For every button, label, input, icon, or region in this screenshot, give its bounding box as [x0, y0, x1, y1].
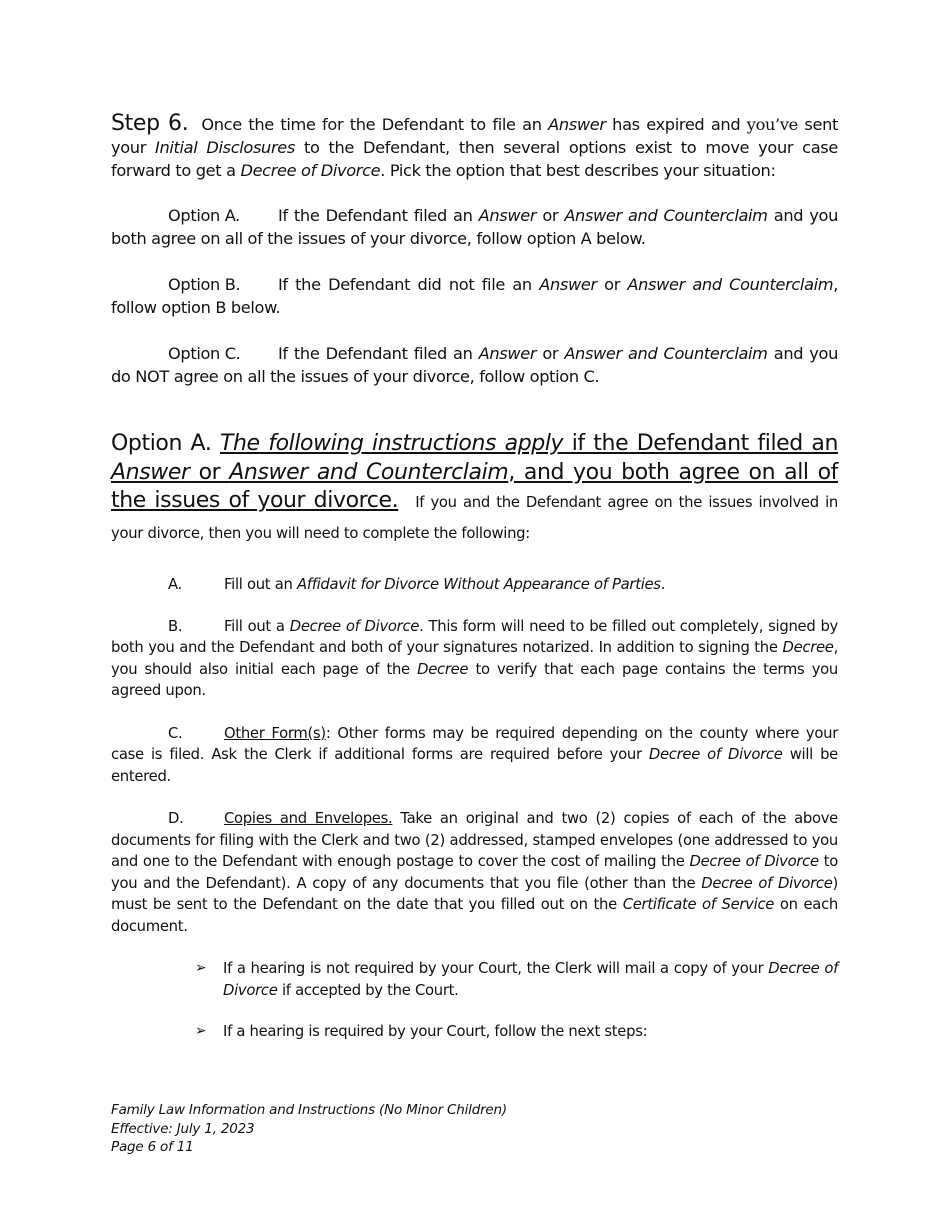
option-a-section-counterclaim: Answer and Counterclaim [229, 459, 509, 485]
page-footer [111, 1101, 507, 1157]
item-b [111, 616, 838, 702]
option-a-text: and you both agree on all of the issues of your divorce, follow option A below. [111, 206, 838, 248]
arrow-bullet-icon: ➢ [195, 1023, 207, 1039]
step6-text: Once the time for the Defendant to file an [201, 115, 549, 134]
bullet-item [111, 1021, 838, 1043]
item-d-text: Take an original and two (2) copies of each of the above documents for filing with the Clerk and two (2) addressed, stamped envelopes (one addressed to you and one to the Defendant with enough postage to cover the cost of mailing the [111, 810, 838, 870]
item-d-text: to you and the Defendant). A copy of any documents that you file (other than the [111, 853, 838, 892]
step6-initial-disclosures: Initial Disclosures [155, 138, 295, 157]
option-a-text: or [536, 206, 565, 225]
arrow-bullet-icon: ➢ [195, 960, 207, 976]
option-a-section-intro: If you and the Defendant agree on the issues involved in your divorce, then you will need to complete the following: [111, 494, 839, 542]
option-a-section-label: Option A. [111, 431, 212, 456]
item-b-decree: Decree [782, 639, 834, 656]
item-b-text: Fill out a [224, 617, 290, 635]
item-a-affidavit: Affidavit for Divorce Without Appearance of Parties [296, 576, 661, 593]
item-c [111, 723, 838, 788]
item-a-text: Fill out an [224, 576, 297, 593]
option-b-text: or [596, 275, 628, 294]
item-b-letter: B. [168, 617, 183, 635]
item-d-heading: Copies and Envelopes. [224, 810, 393, 827]
option-b-counterclaim: Answer and Counterclaim [627, 275, 834, 294]
bullet-two-text: If a hearing is required by your Court, follow the next steps: [223, 1023, 648, 1040]
option-c-text: and you do NOT agree on all the issues of your divorce, follow option C. [111, 344, 838, 386]
footer-effective-date: Effective: July 1, 2023 [111, 1120, 255, 1137]
item-b-text: to verify that each page contains the terms you agreed upon. [111, 660, 838, 699]
option-c-text: If the Defendant filed an [278, 344, 479, 363]
option-a-section-answer: Answer [111, 459, 190, 485]
step6-label: Step 6. [111, 111, 189, 136]
item-b-decree: Decree of Divorce [289, 617, 420, 635]
item-d-decree: Decree of Divorce [701, 874, 833, 892]
option-c-text: or [536, 344, 565, 363]
item-c-letter: C. [168, 724, 183, 742]
step6-text: to the Defendant, then several options exist to move your case forward to get a [111, 138, 838, 180]
bullet-one-text: if accepted by the Court. [277, 981, 459, 999]
item-b-decree: Decree [417, 660, 469, 678]
option-b-answer: Answer [539, 275, 597, 294]
step6-text: . Pick the option that best describes your situation: [380, 161, 776, 180]
document-page [111, 112, 838, 1043]
item-c-heading: Other Form(s) [224, 724, 326, 742]
step6-decree: Decree of Divorce [240, 161, 381, 180]
item-d-letter: D. [168, 810, 184, 827]
step6-text: has expired and [605, 115, 747, 134]
item-d-certificate: Certificate of Service [622, 896, 775, 913]
step6-text: you’ve [746, 115, 798, 134]
option-a-section-text: or [189, 459, 230, 485]
item-a-letter: A. [168, 576, 182, 593]
option-a-section-text: , and you both agree on all of the issues of your divorce. [111, 459, 838, 513]
option-b-label: Option B. [168, 275, 241, 294]
option-a-section-italic: The following instructions apply [219, 431, 564, 456]
option-c-answer: Answer [478, 344, 537, 363]
footer-title: Family Law Information and Instructions (No Minor Children) [111, 1102, 507, 1118]
bullet-one-text: If a hearing is not required by your Court, the Clerk will mail a copy of your [223, 960, 769, 977]
option-a-answer: Answer [478, 206, 537, 225]
bullet-item [111, 958, 838, 1001]
item-c-text: : Other forms may be required depending on the county where your case is filed. Ask the Clerk if additional forms are required before your [111, 724, 838, 763]
option-c-paragraph [111, 342, 838, 388]
step6-answer: Answer [548, 115, 606, 134]
item-b-text: . This form will need to be filled out completely, signed by both you and the Defendant and both of your signatures notarized. In addition to signing the [111, 617, 838, 656]
item-c-text: will be entered. [111, 746, 838, 785]
bullet-one-decree: Decree of Divorce [223, 960, 838, 999]
option-b-text: If the Defendant did not file an [278, 275, 540, 294]
footer-page-number: Page 6 of 11 [111, 1139, 194, 1155]
item-d [111, 808, 838, 937]
item-a-text: . [660, 576, 666, 593]
step6-paragraph [111, 112, 838, 182]
item-d-decree: Decree of Divorce [689, 853, 819, 870]
item-c-decree: Decree of Divorce [648, 746, 783, 763]
option-c-label: Option C. [168, 344, 241, 363]
item-a [111, 574, 838, 596]
item-d-text: ) must be sent to the Defendant on the date that you filled out on the [111, 874, 838, 913]
item-d-text: on each document. [111, 896, 838, 935]
step6-text: sent your [111, 115, 838, 157]
option-a-section-text: if the Defendant filed an [563, 431, 839, 456]
option-a-paragraph [111, 204, 838, 250]
item-b-text: , you should also initial each page of the [111, 639, 838, 678]
option-a-counterclaim: Answer and Counterclaim [564, 206, 768, 225]
option-b-text: , follow option B below. [111, 275, 839, 317]
option-b-paragraph [111, 273, 838, 319]
option-c-counterclaim: Answer and Counterclaim [564, 344, 768, 363]
option-a-label: Option A. [168, 206, 240, 225]
option-a-section-heading [111, 430, 838, 548]
option-a-text: If the Defendant filed an [278, 206, 479, 225]
